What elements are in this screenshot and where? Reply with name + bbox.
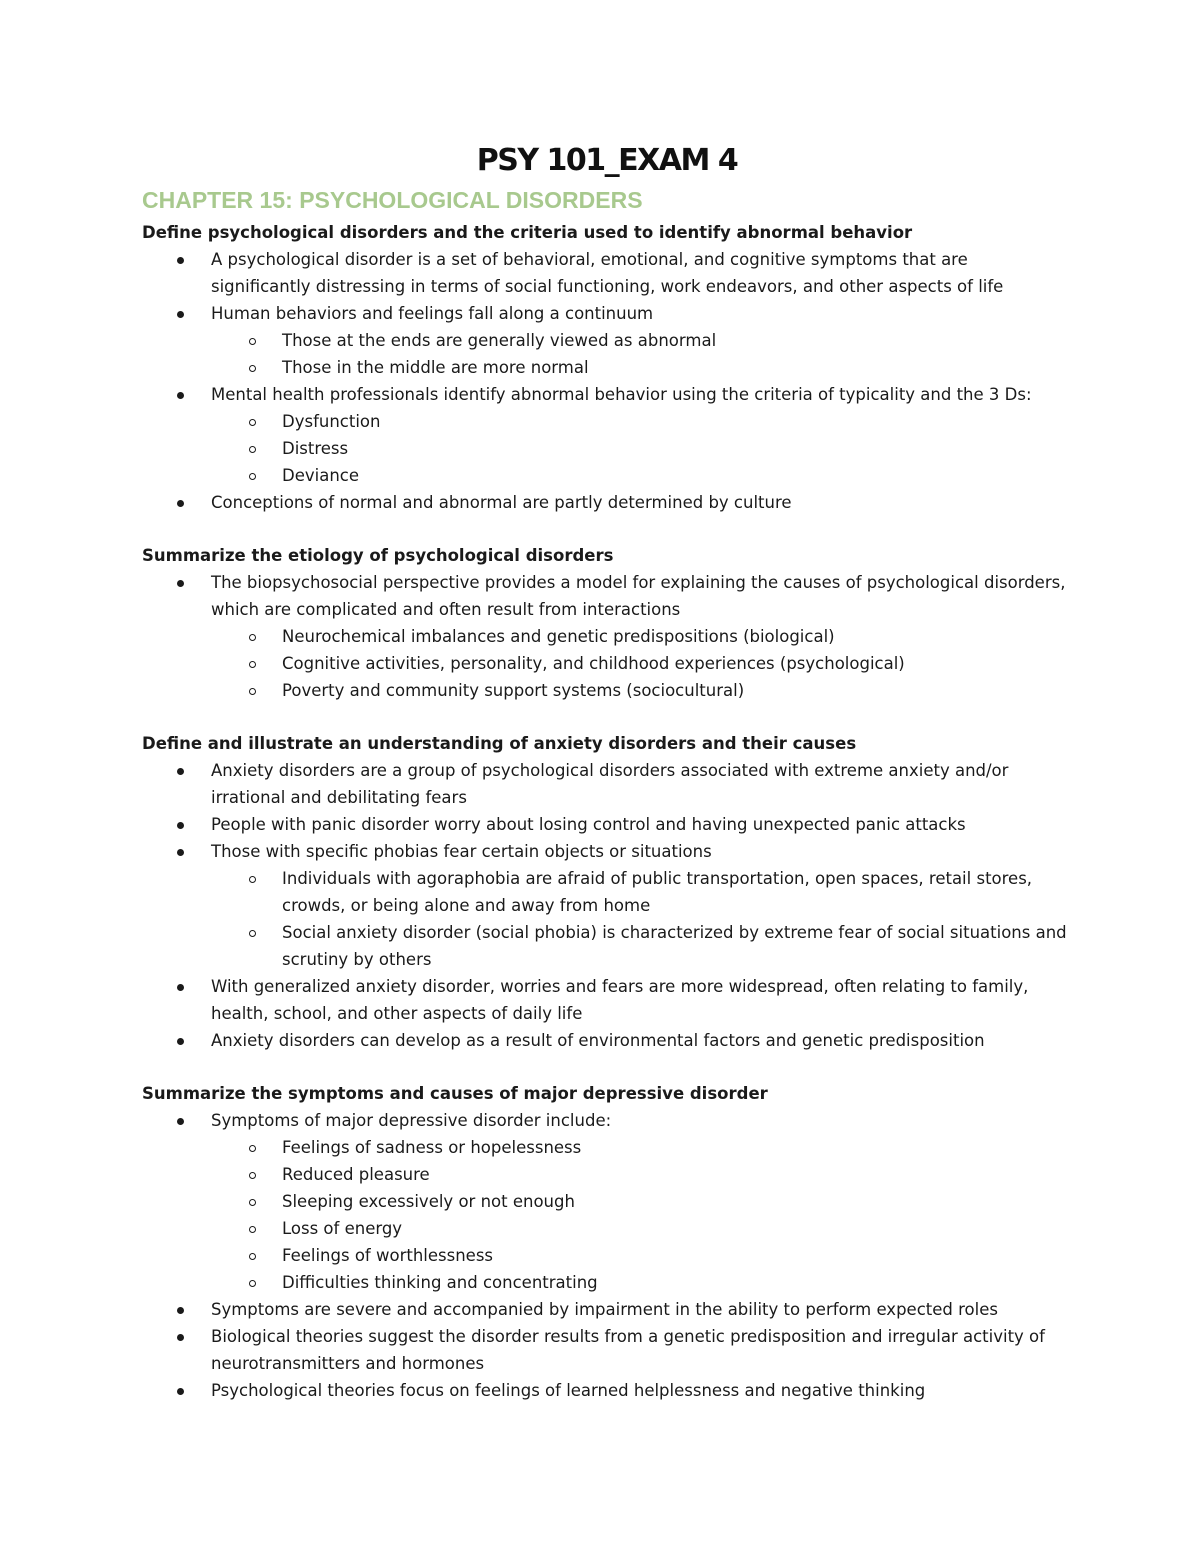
sub-list-item-text: Difficulties thinking and concentrating [282, 1273, 598, 1292]
sub-bullet-list [211, 408, 1072, 489]
list-item-text: Biological theories suggest the disorder results from a genetic predisposition and irregular activity of neurotransmitters and hormones [211, 1327, 1045, 1373]
section-heading: Summarize the symptoms and causes of major depressive disorder [142, 1084, 768, 1103]
bullet-circle-icon [249, 1172, 256, 1179]
list-item-text: Psychological theories focus on feelings of learned helplessness and negative thinking [211, 1381, 926, 1400]
sub-list-item-text: Sleeping excessively or not enough [282, 1192, 575, 1211]
sub-list-item [282, 865, 1072, 919]
list-item-text: Symptoms are severe and accompanied by impairment in the ability to perform expected roles [211, 1300, 998, 1319]
bullet-dot-icon [177, 311, 184, 318]
bullet-circle-icon [249, 1199, 256, 1206]
sub-list-item-text: Neurochemical imbalances and genetic predispositions (biological) [282, 627, 835, 646]
bullet-dot-icon [177, 1118, 184, 1125]
list-item-text: A psychological disorder is a set of behavioral, emotional, and cognitive symptoms that are significantly distressing in terms of social functioning, work endeavors, and other aspects of life [211, 250, 1004, 296]
bullet-dot-icon [177, 1307, 184, 1314]
list-item [211, 811, 1072, 838]
list-item [211, 489, 1072, 516]
sub-list-item [282, 1134, 1072, 1161]
bullet-dot-icon [177, 768, 184, 775]
list-item [211, 300, 1072, 381]
sub-list-item [282, 1215, 1072, 1242]
bullet-list [142, 246, 1072, 516]
list-item-text: The biopsychosocial perspective provides a model for explaining the causes of psychological disorders, which are complicated and often result from interactions [211, 573, 1066, 619]
sections-container [142, 219, 1072, 1404]
list-item-text: Those with specific phobias fear certain objects or situations [211, 842, 712, 861]
sub-list-item-text: Those in the middle are more normal [282, 358, 589, 377]
sub-list-item [282, 354, 1072, 381]
section [142, 730, 1072, 1054]
list-item [211, 1107, 1072, 1296]
bullet-dot-icon [177, 849, 184, 856]
sub-list-item-text: Reduced pleasure [282, 1165, 430, 1184]
bullet-dot-icon [177, 392, 184, 399]
sub-list-item [282, 327, 1072, 354]
sub-list-item [282, 1242, 1072, 1269]
list-item [211, 381, 1072, 489]
bullet-dot-icon [177, 257, 184, 264]
list-item-text: With generalized anxiety disorder, worries and fears are more widespread, often relating to family, health, school, and other aspects of daily life [211, 977, 1029, 1023]
bullet-dot-icon [177, 984, 184, 991]
sub-list-item [282, 623, 1072, 650]
sub-list-item [282, 1188, 1072, 1215]
bullet-dot-icon [177, 822, 184, 829]
bullet-circle-icon [249, 419, 256, 426]
bullet-circle-icon [249, 1226, 256, 1233]
bullet-list [142, 1107, 1072, 1404]
list-item [211, 569, 1072, 704]
sub-list-item-text: Feelings of sadness or hopelessness [282, 1138, 582, 1157]
sub-list-item [282, 1161, 1072, 1188]
list-item-text: Human behaviors and feelings fall along a continuum [211, 304, 654, 323]
bullet-circle-icon [249, 634, 256, 641]
list-item-text: People with panic disorder worry about losing control and having unexpected panic attacks [211, 815, 966, 834]
sub-list-item [282, 1269, 1072, 1296]
chapter-heading: CHAPTER 15: PSYCHOLOGICAL DISORDERS [142, 187, 643, 213]
sub-list-item [282, 435, 1072, 462]
bullet-circle-icon [249, 446, 256, 453]
sub-list-item [282, 919, 1072, 973]
section [142, 1080, 1072, 1404]
bullet-list [142, 757, 1072, 1054]
bullet-list [142, 569, 1072, 704]
list-item [211, 1296, 1072, 1323]
sub-list-item-text: Loss of energy [282, 1219, 403, 1238]
bullet-circle-icon [249, 1145, 256, 1152]
section-heading: Define and illustrate an understanding of anxiety disorders and their causes [142, 734, 857, 753]
list-item-text: Symptoms of major depressive disorder include: [211, 1111, 612, 1130]
bullet-circle-icon [249, 661, 256, 668]
bullet-dot-icon [177, 1038, 184, 1045]
list-item [211, 246, 1072, 300]
sub-list-item-text: Poverty and community support systems (sociocultural) [282, 681, 745, 700]
list-item [211, 838, 1072, 973]
sub-bullet-list [211, 623, 1072, 704]
list-item [211, 757, 1072, 811]
bullet-circle-icon [249, 1280, 256, 1287]
bullet-circle-icon [249, 365, 256, 372]
sub-list-item [282, 408, 1072, 435]
sub-bullet-list [211, 1134, 1072, 1296]
section [142, 219, 1072, 516]
sub-list-item [282, 462, 1072, 489]
bullet-circle-icon [249, 876, 256, 883]
sub-list-item-text: Those at the ends are generally viewed as abnormal [282, 331, 717, 350]
list-item-text: Mental health professionals identify abnormal behavior using the criteria of typicality and the 3 Ds: [211, 385, 1032, 404]
section [142, 542, 1072, 704]
bullet-dot-icon [177, 1334, 184, 1341]
sub-bullet-list [211, 327, 1072, 381]
sub-list-item-text: Cognitive activities, personality, and childhood experiences (psychological) [282, 654, 905, 673]
sub-list-item-text: Distress [282, 439, 349, 458]
bullet-circle-icon [249, 688, 256, 695]
sub-list-item-text: Social anxiety disorder (social phobia) is characterized by extreme fear of social situations and scrutiny by others [282, 923, 1067, 969]
list-item [211, 1027, 1072, 1054]
bullet-circle-icon [249, 930, 256, 937]
bullet-dot-icon [177, 1388, 184, 1395]
bullet-dot-icon [177, 500, 184, 507]
section-heading: Define psychological disorders and the criteria used to identify abnormal behavior [142, 223, 913, 242]
bullet-circle-icon [249, 473, 256, 480]
sub-list-item [282, 650, 1072, 677]
list-item-text: Anxiety disorders are a group of psychological disorders associated with extreme anxiety and/or irrational and debilitating fears [211, 761, 1009, 807]
sub-list-item [282, 677, 1072, 704]
list-item [211, 1323, 1072, 1377]
sub-list-item-text: Individuals with agoraphobia are afraid of public transportation, open spaces, retail stores, crowds, or being alone and away from home [282, 869, 1033, 915]
list-item-text: Conceptions of normal and abnormal are partly determined by culture [211, 493, 792, 512]
list-item-text: Anxiety disorders can develop as a result of environmental factors and genetic predisposition [211, 1031, 985, 1050]
sub-list-item-text: Deviance [282, 466, 359, 485]
section-heading: Summarize the etiology of psychological disorders [142, 546, 614, 565]
list-item [211, 1377, 1072, 1404]
sub-list-item-text: Feelings of worthlessness [282, 1246, 494, 1265]
document-title: PSY 101_EXAM 4 [476, 143, 738, 178]
bullet-dot-icon [177, 580, 184, 587]
list-item [211, 973, 1072, 1027]
sub-list-item-text: Dysfunction [282, 412, 381, 431]
sub-bullet-list [211, 865, 1072, 973]
bullet-circle-icon [249, 338, 256, 345]
bullet-circle-icon [249, 1253, 256, 1260]
document-content [142, 140, 1072, 1430]
